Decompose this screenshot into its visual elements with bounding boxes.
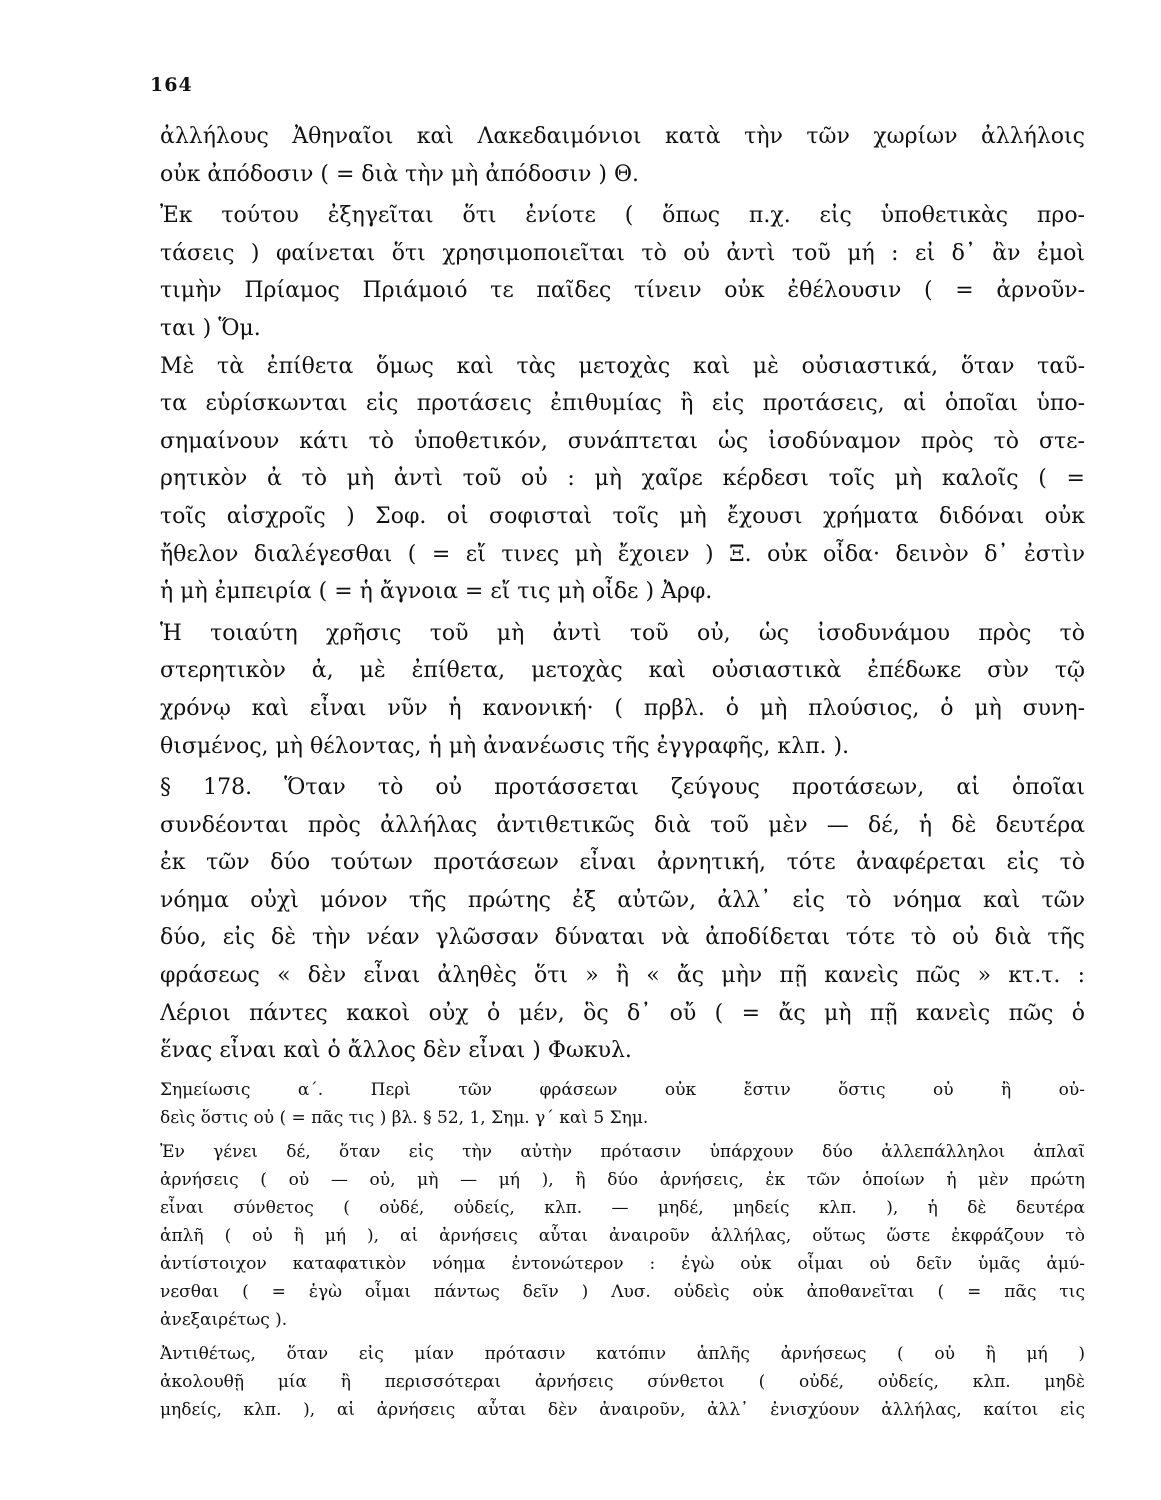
paragraph-1 [160,118,1085,193]
text-line: τάσεις ) φαίνεται ὅτι χρησιμοποιεῖται τὸ οὐ ἀντὶ τοῦ μή : εἰ δ᾽ ἂν ἐμοὶ [160,240,1085,266]
text-line: τα εὑρίσκωνται εἰς προτάσεις ἐπιθυμίας ἢ εἰς προτάσεις, αἱ ὁποῖαι ὑπο- [160,391,1085,417]
note-line: ἁπλῆ ( οὐ ἢ μή ), αἱ ἀρνήσεις αὗται ἀναιροῦν ἀλλήλας, οὕτως ὥστε ἐκφράζουν τὸ [160,1225,1085,1246]
note-line: ἀκολουθῇ μία ἢ περισσότεραι ἀρνήσεις σύνθετοι ( οὐδέ, οὐδείς, κλπ. μηδὲ [160,1371,1085,1392]
note-line: Ἐν γένει δέ, ὅταν εἰς τὴν αὐτὴν πρότασιν ὑπάρχουν δύο ἀλλεπάλληλοι ἁπλαῖ [160,1141,1085,1162]
text-line: στερητικὸν ἀ, μὲ ἐπίθετα, μετοχὰς καὶ οὐσιαστικὰ ἐπέδωκε σὺν τῷ [160,658,1085,684]
text-line: ἀλλήλους Ἀθηναῖοι καὶ Λακεδαιμόνιοι κατὰ τὴν τῶν χωρίων ἀλλήλοις [160,124,1085,149]
note-line: ἀρνήσεις ( οὐ — οὐ, μὴ — μή ), ἢ δύο ἀρνήσεις, ἐκ τῶν ὁποίων ἡ μὲν πρώτη [160,1169,1085,1190]
note-1 [160,1076,1085,1132]
text-line: ἕνας εἶναι καὶ ὁ ἄλλος δὲν εἶναι ) Φωκυλ. [160,1038,632,1064]
paragraph-2 [160,197,1085,347]
text-line: Ἡ τοιαύτη χρῆσις τοῦ μὴ ἀντὶ τοῦ οὐ, ὡς ἰσοδυνάμου πρὸς τὸ [160,620,1085,646]
text-line: § 178. Ὅταν τὸ οὐ προτάσσεται ζεύγους προτάσεων, αἱ ὁποῖαι [160,775,1085,801]
note-line: δεὶς ὅστις οὐ ( = πᾶς τις ) βλ. § 52, 1, Σημ. γ΄ καὶ 5 Σημ. [160,1107,649,1128]
text-line: Ἐκ τούτου ἐξηγεῖται ὅτι ἐνίοτε ( ὅπως π.χ. εἰς ὑποθετικὰς προ- [160,203,1085,229]
page-body [160,118,1085,1424]
text-line: δύο, εἰς δὲ τὴν νέαν γλῶσσαν δύναται νὰ ἀποδίδεται τότε τὸ οὐ διὰ τῆς [160,925,1085,951]
page-number: 164 [150,74,193,96]
note-line: εἶναι σύνθετος ( οὐδέ, οὐδείς, κλπ. — μηδέ, μηδείς κλπ. ), ἡ δὲ δευτέρα [160,1197,1085,1218]
note-line: μηδείς, κλπ. ), αἱ ἀρνήσεις αὗται δὲν ἀναιροῦν, ἀλλ᾽ ἐνισχύουν ἀλλήλας, καίτοι εἰς [160,1399,1085,1420]
text-line: θισμένος, μὴ θέλοντας, ἡ μὴ ἀνανέωσις τῆς ἐγγραφῆς, κλπ. ). [160,733,850,759]
note-2 [160,1138,1085,1334]
text-line: τιμὴν Πρίαμος Πριάμοιό τε παῖδες τίνειν οὐκ ἐθέλουσιν ( = ἀρνοῦν- [160,278,1085,304]
text-line: ρητικὸν ἀ τὸ μὴ ἀντὶ τοῦ οὐ : μὴ χαῖρε κέρδεσι τοῖς μὴ καλοῖς ( = [160,466,1085,492]
text-line: ἐκ τῶν δύο τούτων προτάσεων εἶναι ἀρνητική, τότε ἀναφέρεται εἰς τὸ [160,850,1085,876]
paragraph-4 [160,615,1085,765]
note-line: ἀντίστοιχον καταφατικὸν νόημα ἐντονώτερον : ἐγὼ οὐκ οἶμαι οὐ δεῖν ὑμᾶς ἀμύ- [160,1253,1085,1274]
text-line: τοῖς αἰσχροῖς ) Σοφ. οἱ σοφισταὶ τοῖς μὴ ἔχουσι χρήματα διδόναι οὐκ [160,503,1085,529]
note-line: Ἀντιθέτως, ὅταν εἰς μίαν πρότασιν κατόπιν ἁπλῆς ἀρνήσεως ( οὐ ἢ μή ) [160,1343,1085,1364]
text-line: ται ) Ὅμ. [160,315,261,341]
text-line: οὐκ ἀπόδοσιν ( = διὰ τὴν μὴ ἀπόδοσιν ) Θ. [160,161,640,187]
paragraph-3 [160,348,1085,611]
text-line: συνδέονται πρὸς ἀλλήλας ἀντιθετικῶς διὰ τοῦ μὲν — δέ, ἡ δὲ δευτέρα [160,812,1085,838]
note-line: Σημείωσις α΄. Περὶ τῶν φράσεων οὐκ ἔστιν ὅστις οὐ ἢ οὐ- [160,1079,1085,1100]
text-line: ἤθελον διαλέγεσθαι ( = εἴ τινες μὴ ἔχοιεν ) Ξ. οὐκ οἶδα· δεινὸν δ᾽ ἐστὶν [160,541,1085,567]
text-line: Λέριοι πάντες κακοὶ οὐχ ὁ μέν, ὃς δ᾽ οὔ ( = ἄς μὴ πῇ κανεὶς πῶς ὁ [160,1000,1085,1026]
text-line: χρόνῳ καὶ εἶναι νῦν ἡ κανονική· ( πρβλ. ὁ μὴ πλούσιος, ὁ μὴ συνη- [160,695,1085,721]
note-line: ἀνεξαιρέτως ). [160,1309,288,1330]
note-line: νεσθαι ( = ἐγὼ οἶμαι πάντως δεῖν ) Λυσ. οὐδεὶς οὐκ ἀποθανεῖται ( = πᾶς τις [160,1281,1085,1302]
section-178 [160,769,1085,1070]
text-line: Μὲ τὰ ἐπίθετα ὅμως καὶ τὰς μετοχὰς καὶ μὲ οὐσιαστικά, ὅταν ταῦ- [160,353,1085,379]
text-line: νόημα οὐχὶ μόνον τῆς πρώτης ἐξ αὐτῶν, ἀλλ᾽ εἰς τὸ νόημα καὶ τῶν [160,887,1085,913]
note-3 [160,1340,1085,1424]
text-line: ἡ μὴ ἐμπειρία ( = ἡ ἄγνοια = εἴ τις μὴ οἶδε ) Ἀρφ. [160,579,713,605]
text-line: φράσεως « δὲν εἶναι ἀληθὲς ὅτι » ἢ « ἄς μὴν πῇ κανεὶς πῶς » κτ.τ. : [160,963,1085,989]
text-line: σημαίνουν κάτι τὸ ὑποθετικόν, συνάπτεται ὡς ἰσοδύναμον πρὸς τὸ στε- [160,428,1085,454]
